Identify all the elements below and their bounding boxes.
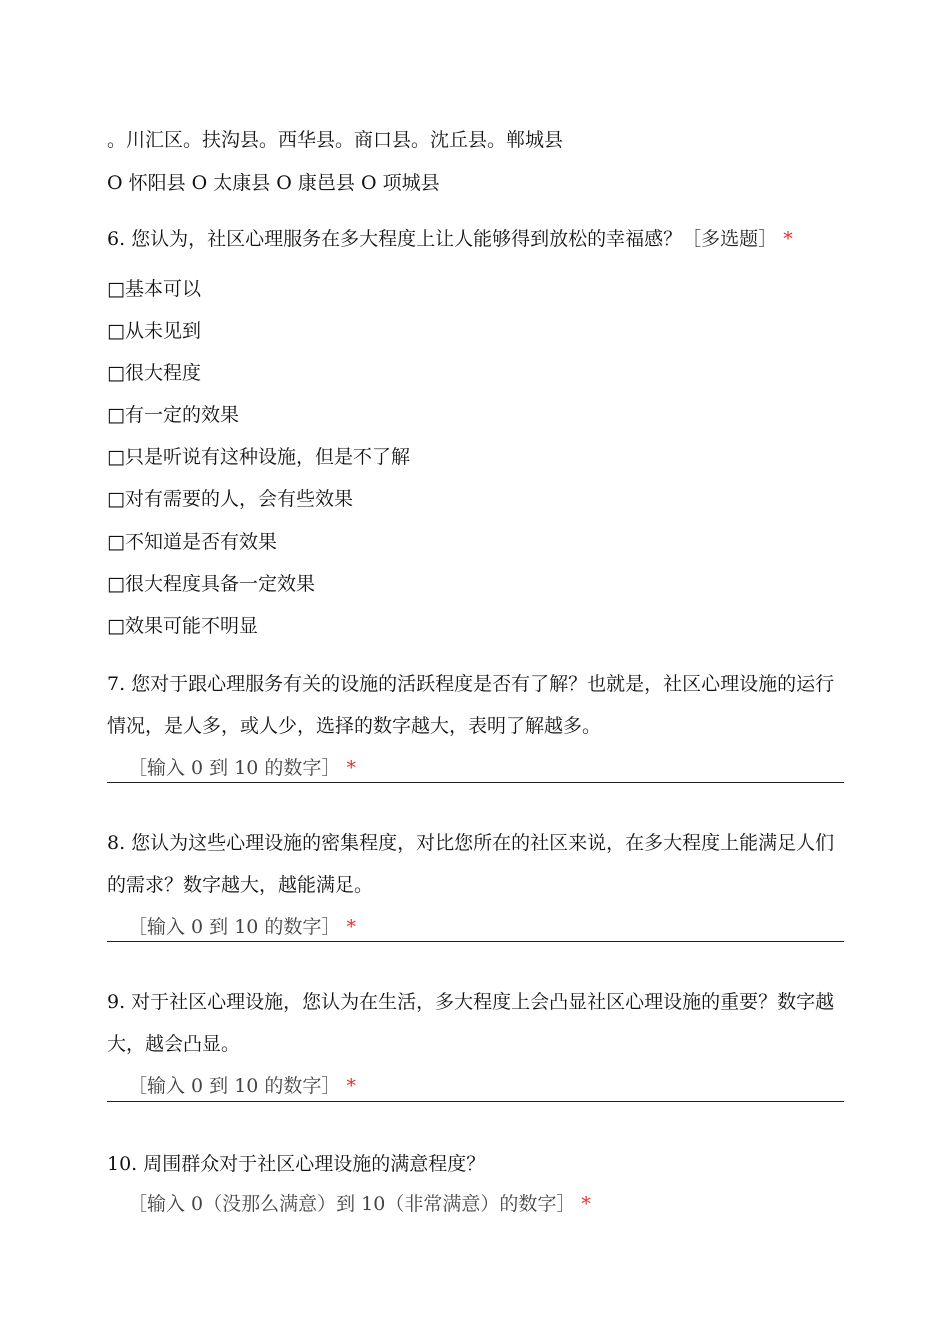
q8-input-hint[interactable] [128, 915, 356, 939]
county-options-row-2[interactable]: O 怀阳县 O 太康县 O 康邑县 O 项城县 [107, 172, 440, 194]
q6-option-1[interactable]: □基本可以 [107, 278, 201, 300]
question-8-text: 8. 您认为这些心理设施的密集程度，对比您所在的社区来说，在多大程度上能满足人们的需求？数字越大，越能满足。 [107, 832, 835, 896]
required-marker: * [783, 228, 793, 250]
county-options-row-1[interactable]: 。川汇区。扶沟县。西华县。商口县。沈丘县。郸城县 [107, 129, 564, 151]
question-8 [107, 822, 847, 906]
q6-option-5[interactable]: □只是听说有这种设施，但是不了解 [107, 446, 410, 468]
required-marker: * [346, 1075, 356, 1097]
question-9-text: 9. 对于社区心理设施，您认为在生活，多大程度上会凸显社区心理设施的重要？数字越大，越会凸显。 [107, 991, 835, 1055]
multi-select-tag: ［多选题］ [682, 228, 778, 250]
q6-option-3[interactable]: □很大程度 [107, 362, 201, 384]
question-7 [107, 663, 847, 747]
q9-input-line[interactable] [107, 1101, 844, 1102]
required-marker: * [581, 1193, 591, 1215]
q6-option-7[interactable]: □不知道是否有效果 [107, 531, 277, 553]
q10-input-hint[interactable] [128, 1192, 591, 1216]
question-10-text: 10. 周围群众对于社区心理设施的满意程度？ [107, 1153, 486, 1175]
question-10 [107, 1152, 485, 1176]
q8-hint-text: ［输入 0 到 10 的数字］ [128, 916, 341, 938]
question-9 [107, 981, 847, 1065]
q6-option-9[interactable]: □效果可能不明显 [107, 615, 258, 637]
q7-input-hint[interactable] [128, 756, 356, 780]
question-6 [107, 227, 793, 251]
q6-option-2[interactable]: □从未见到 [107, 320, 201, 342]
question-7-text: 7. 您对于跟心理服务有关的设施的活跃程度是否有了解？也就是，社区心理设施的运行情况，是人多，或人少，选择的数字越大，表明了解越多。 [107, 673, 835, 737]
q7-input-line[interactable] [107, 782, 844, 783]
q6-option-8[interactable]: □很大程度具备一定效果 [107, 573, 315, 595]
q6-option-6[interactable]: □对有需要的人，会有些效果 [107, 488, 353, 510]
q6-option-4[interactable]: □有一定的效果 [107, 404, 239, 426]
q9-input-hint[interactable] [128, 1074, 356, 1098]
required-marker: * [346, 916, 356, 938]
q10-hint-text: ［输入 0（没那么满意）到 10（非常满意）的数字］ [128, 1193, 576, 1215]
required-marker: * [346, 757, 356, 779]
q9-hint-text: ［输入 0 到 10 的数字］ [128, 1075, 341, 1097]
question-6-text: 6. 您认为，社区心理服务在多大程度上让人能够得到放松的幸福感？ [107, 228, 683, 250]
q7-hint-text: ［输入 0 到 10 的数字］ [128, 757, 341, 779]
q8-input-line[interactable] [107, 941, 844, 942]
